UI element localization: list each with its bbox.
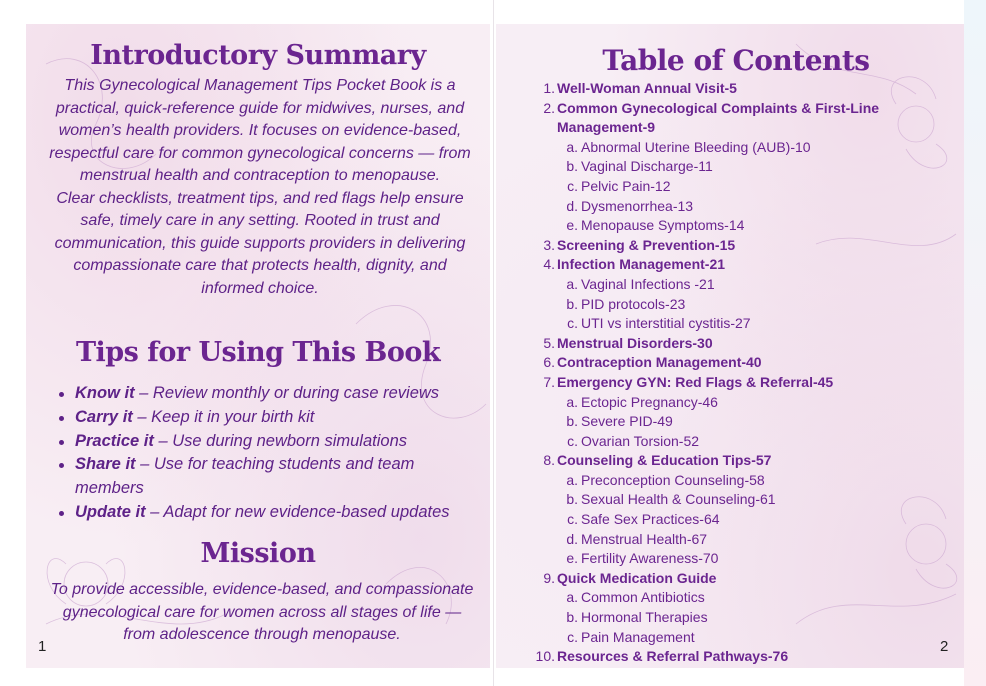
toc-entry-label: Abnormal Uterine Bleeding (AUB)-10: [581, 138, 811, 155]
tip-desc: – Use for teaching students and team members: [75, 455, 415, 498]
toc-entry: [530, 451, 960, 471]
intro-summary: [48, 75, 472, 300]
toc-subentry: [530, 628, 960, 648]
tip-item: [56, 501, 486, 525]
toc-entry: [530, 255, 960, 275]
toc-entry: [530, 79, 960, 99]
tip-desc: – Keep it in your birth kit: [132, 407, 315, 426]
toc-entry-label: Common Gynecological Complaints & First-Line Management-9: [557, 99, 880, 136]
toc-entry-label: Contraception Management-40: [557, 354, 762, 371]
toc-entry-number: 1.: [543, 80, 555, 96]
toc-subentry: [530, 138, 960, 158]
toc-subentry: [530, 216, 960, 236]
toc-entry-number: c.: [567, 432, 578, 449]
toc-entry-label: PID protocols-23: [581, 295, 686, 312]
tips-title: Tips for Using This Book: [75, 337, 441, 368]
toc-entry-label: Pain Management: [581, 628, 695, 645]
mission-text: To provide accessible, evidence-based, and compassionate gynecological care for women across all stages of life — from adolescence through menopause.: [50, 581, 474, 643]
toc-subentry: [530, 549, 960, 569]
tip-desc: – Review monthly or during case reviews: [134, 384, 440, 402]
toc-subentry: [530, 608, 960, 628]
intro-title: Introductory Summary: [90, 40, 426, 71]
toc-entry-number: d.: [566, 197, 578, 214]
tip-item: [56, 453, 486, 501]
toc-entry-label: Counseling & Education Tips-57: [557, 452, 772, 469]
toc-entry-label: Preconception Counseling-58: [581, 471, 765, 488]
tip-desc: – Use during newborn simulations: [153, 431, 408, 450]
intro-paragraph-1: This Gynecological Management Tips Pocket Book is a practical, quick-reference guide for midwives, nurses, and women’s health providers. It focuses on evidence-based, respectful care for common gynecological concerns — from menstrual health and contraception to menopause.: [49, 77, 471, 184]
toc-entry-label: Ovarian Torsion-52: [581, 432, 700, 449]
toc-entry-label: Infection Management-21: [557, 256, 726, 273]
toc-entry-label: Ectopic Pregnancy-46: [581, 393, 718, 410]
intro-paragraph-2: Clear checklists, treatment tips, and red flags help ensure safe, timely care in any setting. Rooted in trust and communication, this guide supports providers in delivering compassionate care that protects health, dignity, and informed choice.: [54, 189, 466, 297]
toc-entry-label: Fertility Awareness-70: [581, 550, 719, 567]
toc-entry-number: b.: [566, 609, 578, 626]
toc-entry: [530, 647, 960, 667]
toc-entry-number: 10.: [535, 648, 555, 665]
toc-entry-number: e.: [566, 217, 578, 234]
toc-entry-number: c.: [567, 511, 578, 528]
toc-entry-label: Menopause Symptoms-14: [581, 217, 745, 234]
page-number-left: 1: [38, 638, 47, 655]
toc-entry-number: b.: [566, 295, 578, 312]
toc-entry-number: 8.: [543, 452, 555, 469]
toc-entry-label: Sexual Health & Counseling-61: [581, 491, 776, 508]
toc-entry-label: Safe Sex Practices-64: [581, 511, 720, 528]
page-gutter: [493, 0, 494, 686]
toc-entry-label: Pelvic Pain-12: [581, 177, 671, 194]
page-edge: [964, 0, 986, 686]
tip-item: [56, 430, 486, 454]
toc-entry-label: Menstrual Health-67: [581, 530, 708, 547]
toc-entry-label: Emergency GYN: Red Flags & Referral-45: [557, 373, 834, 390]
toc-entry-number: a.: [566, 393, 578, 410]
toc-entry-number: b.: [566, 413, 578, 430]
toc-entry-number: d.: [566, 530, 578, 547]
toc-entry-number: 2.: [543, 99, 555, 116]
toc-entry-number: 9.: [543, 569, 555, 586]
tip-desc: – Adapt for new evidence-based updates: [145, 502, 450, 521]
toc-entry-label: Screening & Prevention-15: [557, 236, 736, 253]
toc-entry-number: a.: [566, 471, 578, 488]
toc-entry-number: a.: [566, 275, 578, 292]
toc-entry-number: 6.: [543, 354, 555, 371]
tip-term: Share it: [75, 455, 136, 474]
page-number-right: 2: [940, 638, 949, 655]
tip-term: Practice it: [75, 431, 154, 450]
toc-subentry: [530, 295, 960, 315]
toc-subentry: [530, 177, 960, 197]
toc-entry-number: a.: [566, 589, 578, 606]
toc-subentry: [530, 393, 960, 413]
toc-entry-number: c.: [567, 315, 578, 332]
toc-entry-label: Menstrual Disorders-30: [557, 334, 713, 351]
toc-subentry: [530, 530, 960, 550]
mission-title: Mission: [200, 538, 316, 569]
toc-entry-label: Vaginal Discharge-11: [581, 158, 713, 175]
toc-entry-number: b.: [566, 491, 578, 508]
toc-entry-label: Common Antibiotics: [581, 589, 705, 606]
toc-entry-number: 5.: [543, 334, 555, 351]
table-of-contents: [530, 79, 960, 667]
toc-entry-label: Well-Woman Annual Visit-5: [557, 80, 737, 96]
toc-subentry: [530, 510, 960, 530]
toc-entry-number: a.: [566, 138, 578, 155]
toc-entry-number: c.: [567, 177, 578, 194]
toc-subentry: [530, 471, 960, 491]
toc-subentry: [530, 588, 960, 608]
toc-entry: [530, 569, 960, 589]
toc-title: Table of Contents: [602, 44, 870, 77]
tip-item: [56, 382, 486, 406]
toc-entry-label: Resources & Referral Pathways-76: [557, 648, 789, 665]
toc-entry-label: Hormonal Therapies: [581, 609, 708, 626]
toc-subentry: [530, 157, 960, 177]
tip-term: Know it: [75, 384, 135, 402]
toc-entry-number: c.: [567, 628, 578, 645]
toc-entry-label: Quick Medication Guide: [557, 569, 717, 586]
toc-entry-number: 3.: [543, 236, 555, 253]
toc-entry: [530, 353, 960, 373]
toc-entry-label: Dysmenorrhea-13: [581, 197, 694, 214]
toc-entry-label: UTI vs interstitial cystitis-27: [581, 315, 751, 332]
toc-entry-number: b.: [566, 158, 578, 175]
toc-entry-number: e.: [566, 550, 578, 567]
toc-subentry: [530, 490, 960, 510]
toc-entry-label: Vaginal Infections -21: [581, 275, 715, 292]
tip-item: [56, 406, 486, 430]
toc-entry: [530, 334, 960, 354]
toc-subentry: [530, 314, 960, 334]
toc-entry: [530, 236, 960, 256]
toc-entry: [530, 373, 960, 393]
toc-entry-number: 4.: [543, 256, 555, 273]
toc-entry-label: Severe PID-49: [581, 413, 673, 430]
toc-subentry: [530, 432, 960, 452]
toc-subentry: [530, 197, 960, 217]
toc-entry: [530, 99, 960, 138]
tip-term: Update it: [75, 502, 146, 521]
tip-term: Carry it: [75, 407, 133, 426]
toc-entry-number: 7.: [543, 373, 555, 390]
toc-subentry: [530, 275, 960, 295]
toc-subentry: [530, 412, 960, 432]
tips-list: [56, 382, 486, 525]
